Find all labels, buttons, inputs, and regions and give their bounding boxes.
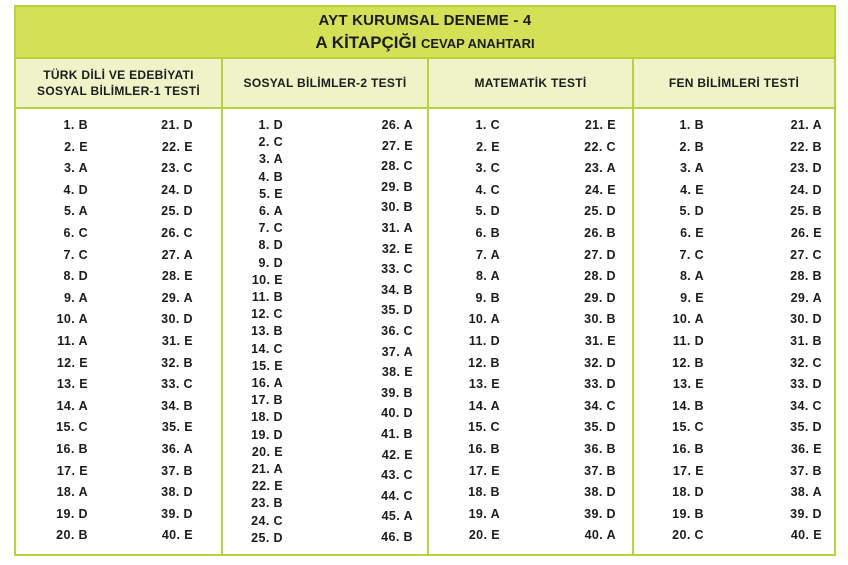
- answer-item: 17. E: [672, 463, 704, 478]
- answer-item: 9. B: [475, 290, 500, 305]
- answer-item: 25. B: [790, 204, 822, 219]
- section-heading-line1: TÜRK DİLİ VE EDEBİYATI: [43, 68, 194, 82]
- answer-item: 20. B: [56, 528, 88, 543]
- answer-item: 4. D: [63, 182, 88, 197]
- answers-science: [634, 109, 834, 556]
- answer-item: 45. A: [381, 509, 413, 524]
- answer-item: 22. E: [161, 139, 193, 154]
- answer-item: 11. D: [468, 334, 500, 348]
- answer-item: 9. E: [680, 290, 704, 305]
- answer-item: 35. D: [790, 420, 822, 435]
- answer-item: 39. D: [584, 506, 616, 521]
- answer-item: 10. A: [56, 312, 88, 327]
- answer-item: 20. E: [468, 528, 500, 543]
- answer-key-table: [14, 5, 836, 556]
- answer-item: 27. E: [381, 138, 413, 153]
- answer-item: 24. E: [584, 182, 616, 197]
- answer-item: 30. B: [381, 200, 413, 215]
- answer-item: 8. A: [475, 269, 500, 284]
- answers-math: [429, 109, 632, 556]
- answer-item: 34. B: [381, 282, 413, 297]
- answer-item: 21. A: [790, 118, 822, 132]
- answer-item: 17. E: [56, 463, 88, 478]
- answer-item: 39. D: [161, 506, 193, 521]
- answer-item: 2. E: [476, 139, 500, 154]
- answer-item: 37. A: [381, 344, 413, 359]
- answer-item: 29. A: [790, 290, 822, 305]
- answer-item: 1. C: [475, 118, 500, 132]
- answer-item: 35. D: [381, 303, 413, 318]
- exam-title: AYT KURUMSAL DENEME - 4: [318, 12, 532, 29]
- answer-item: 33. D: [584, 377, 616, 392]
- section-header-turkish: [16, 59, 221, 109]
- answer-key-label: CEVAP ANAHTARI: [420, 36, 535, 51]
- answer-item: 12. C: [251, 307, 283, 322]
- answer-item: 14. A: [56, 398, 88, 413]
- answer-item: 7. A: [475, 247, 500, 262]
- answer-item: 29. A: [161, 290, 193, 305]
- answer-item: 40. E: [161, 528, 193, 543]
- answer-item: 11. B: [251, 290, 283, 304]
- answer-item: 11. A: [57, 334, 88, 348]
- answer-item: 23. D: [790, 161, 822, 176]
- answer-item: 16. B: [672, 442, 704, 456]
- answer-item: 22. B: [790, 139, 822, 154]
- answer-item: 19. D: [56, 506, 88, 521]
- answer-item: 5. A: [63, 204, 88, 219]
- answer-item: 15. C: [672, 420, 704, 435]
- answer-item: 30. D: [790, 312, 822, 327]
- answer-item: 32. C: [790, 355, 822, 370]
- answer-item: 6. B: [475, 226, 500, 240]
- answer-item: 2. E: [64, 139, 88, 154]
- answer-item: 15. C: [56, 420, 88, 435]
- answer-item: 32. B: [161, 355, 193, 370]
- answer-item: 31. E: [161, 334, 193, 348]
- answer-item: 5. E: [259, 186, 283, 201]
- answer-item: 7. C: [63, 247, 88, 262]
- answer-item: 21. D: [161, 118, 193, 132]
- section-heading-line1: FEN BİLİMLERİ TESTİ: [668, 76, 800, 90]
- answer-item: 12. B: [672, 355, 704, 370]
- answer-item: 13. E: [672, 377, 704, 392]
- answer-item: 39. B: [381, 385, 413, 400]
- section-heading-line2: SOSYAL BİLİMLER-1 TESTİ: [37, 84, 200, 98]
- answer-item: 14. B: [672, 398, 704, 413]
- answer-item: 32. D: [584, 355, 616, 370]
- answer-item: 24. C: [251, 513, 283, 528]
- answer-item: 19. A: [468, 506, 500, 521]
- answer-item: 3. A: [63, 161, 88, 176]
- answer-item: 26. A: [381, 118, 413, 132]
- answer-item: 30. D: [161, 312, 193, 327]
- answer-item: 3. C: [475, 161, 500, 176]
- answer-item: 38. A: [790, 485, 822, 500]
- answer-item: 16. B: [468, 442, 500, 456]
- answer-item: 36. C: [381, 324, 413, 338]
- answer-item: 37. B: [584, 463, 616, 478]
- answer-item: 28. C: [381, 159, 413, 174]
- answers-social2: [223, 109, 427, 556]
- answer-item: 24. D: [790, 182, 822, 197]
- section-header-math: [429, 59, 632, 109]
- answer-item: 13. E: [468, 377, 500, 392]
- answer-item: 27. C: [790, 247, 822, 262]
- answer-item: 8. D: [63, 269, 88, 284]
- answer-item: 31. E: [584, 334, 616, 348]
- answer-item: 4. C: [475, 182, 500, 197]
- answer-item: 15. E: [251, 358, 283, 373]
- answer-item: 23. A: [584, 161, 616, 176]
- answer-item: 5. D: [679, 204, 704, 219]
- answer-item: 23. C: [161, 161, 193, 176]
- answer-item: 26. E: [790, 226, 822, 240]
- answer-item: 3. A: [679, 161, 704, 176]
- answer-item: 17. B: [251, 393, 283, 408]
- answer-item: 1. B: [63, 118, 88, 132]
- section-header-social2: [223, 59, 427, 109]
- answer-item: 31. A: [381, 221, 413, 235]
- answer-item: 35. D: [584, 420, 616, 435]
- answer-item: 36. E: [790, 442, 822, 456]
- answer-item: 15. C: [468, 420, 500, 435]
- answer-item: 10. A: [672, 312, 704, 327]
- answer-item: 39. D: [790, 506, 822, 521]
- answer-item: 13. B: [251, 324, 283, 339]
- answer-item: 36. A: [161, 442, 193, 456]
- section-header-science: [634, 59, 834, 109]
- answer-item: 38. D: [584, 485, 616, 500]
- answer-item: 33. C: [161, 377, 193, 392]
- answer-item: 35. E: [161, 420, 193, 435]
- answer-item: 28. D: [584, 269, 616, 284]
- answer-item: 1. B: [679, 118, 704, 132]
- answer-item: 28. E: [161, 269, 193, 284]
- answer-item: 16. A: [251, 376, 283, 390]
- answer-item: 2. B: [679, 139, 704, 154]
- answer-item: 3. A: [258, 152, 283, 167]
- answer-item: 14. C: [251, 341, 283, 356]
- answer-item: 28. B: [790, 269, 822, 284]
- answer-item: 26. B: [584, 226, 616, 240]
- booklet-label: A KİTAPÇIĞI: [315, 33, 417, 52]
- answer-item: 8. D: [258, 238, 283, 253]
- answer-item: 6. A: [258, 204, 283, 218]
- answer-item: 26. C: [161, 226, 193, 240]
- answer-item: 37. B: [790, 463, 822, 478]
- answer-item: 38. D: [161, 485, 193, 500]
- answer-item: 25. D: [161, 204, 193, 219]
- answer-item: 37. B: [161, 463, 193, 478]
- answer-item: 19. D: [251, 427, 283, 442]
- answer-item: 10. E: [251, 272, 283, 287]
- answer-item: 32. E: [381, 241, 413, 256]
- answer-item: 19. B: [672, 506, 704, 521]
- answer-item: 9. A: [63, 290, 88, 305]
- answer-item: 14. A: [468, 398, 500, 413]
- answer-item: 34. B: [161, 398, 193, 413]
- answer-item: 30. B: [584, 312, 616, 327]
- answer-item: 12. E: [56, 355, 88, 370]
- answer-item: 6. E: [680, 226, 704, 240]
- answer-item: 18. D: [672, 485, 704, 500]
- answer-item: 2. C: [258, 135, 283, 150]
- answer-item: 7. C: [679, 247, 704, 262]
- answer-item: 12. B: [468, 355, 500, 370]
- section-heading-line1: MATEMATİK TESTİ: [474, 76, 587, 90]
- answer-item: 40. A: [584, 528, 616, 543]
- answer-item: 33. C: [381, 262, 413, 277]
- answer-item: 46. B: [381, 530, 413, 544]
- answer-item: 25. D: [251, 530, 283, 545]
- answer-item: 9. D: [258, 255, 283, 270]
- answer-item: 6. C: [63, 226, 88, 240]
- answer-item: 24. D: [161, 182, 193, 197]
- answer-item: 4. B: [258, 169, 283, 184]
- answer-item: 11. D: [672, 334, 704, 348]
- answer-item: 5. D: [475, 204, 500, 219]
- answer-item: 33. D: [790, 377, 822, 392]
- answer-item: 27. D: [584, 247, 616, 262]
- answer-item: 10. A: [468, 312, 500, 327]
- answer-item: 17. E: [468, 463, 500, 478]
- booklet-title: [16, 33, 834, 53]
- answer-item: 36. B: [584, 442, 616, 456]
- answer-item: 42. E: [381, 447, 413, 462]
- answer-item: 34. C: [584, 398, 616, 413]
- answer-item: 29. D: [584, 290, 616, 305]
- answer-item: 40. E: [790, 528, 822, 543]
- answer-item: 34. C: [790, 398, 822, 413]
- answer-item: 25. D: [584, 204, 616, 219]
- answer-item: 38. E: [381, 365, 413, 380]
- answer-item: 41. B: [381, 427, 413, 441]
- answer-item: 18. A: [56, 485, 88, 500]
- answer-item: 22. E: [251, 479, 283, 494]
- answer-item: 13. E: [56, 377, 88, 392]
- answer-item: 7. C: [258, 221, 283, 236]
- answer-item: 18. B: [468, 485, 500, 500]
- answer-item: 16. B: [56, 442, 88, 456]
- answer-item: 22. C: [584, 139, 616, 154]
- answer-item: 31. B: [790, 334, 822, 348]
- answer-item: 27. A: [161, 247, 193, 262]
- answer-item: 43. C: [381, 468, 413, 483]
- answer-item: 40. D: [381, 406, 413, 421]
- title-band: [16, 7, 834, 59]
- answer-item: 4. E: [680, 182, 704, 197]
- answer-item: 18. D: [251, 410, 283, 425]
- answer-item: 29. B: [381, 179, 413, 194]
- answer-item: 20. E: [251, 444, 283, 459]
- section-heading-line1: SOSYAL BİLİMLER-2 TESTİ: [243, 76, 407, 90]
- answer-item: 20. C: [672, 528, 704, 543]
- answer-item: 21. A: [251, 462, 283, 476]
- answer-item: 44. C: [381, 488, 413, 503]
- answer-item: 23. B: [251, 496, 283, 511]
- answer-item: 1. D: [258, 118, 283, 132]
- answer-item: 21. E: [584, 118, 616, 132]
- answer-item: 8. A: [679, 269, 704, 284]
- answers-turkish: [16, 109, 221, 556]
